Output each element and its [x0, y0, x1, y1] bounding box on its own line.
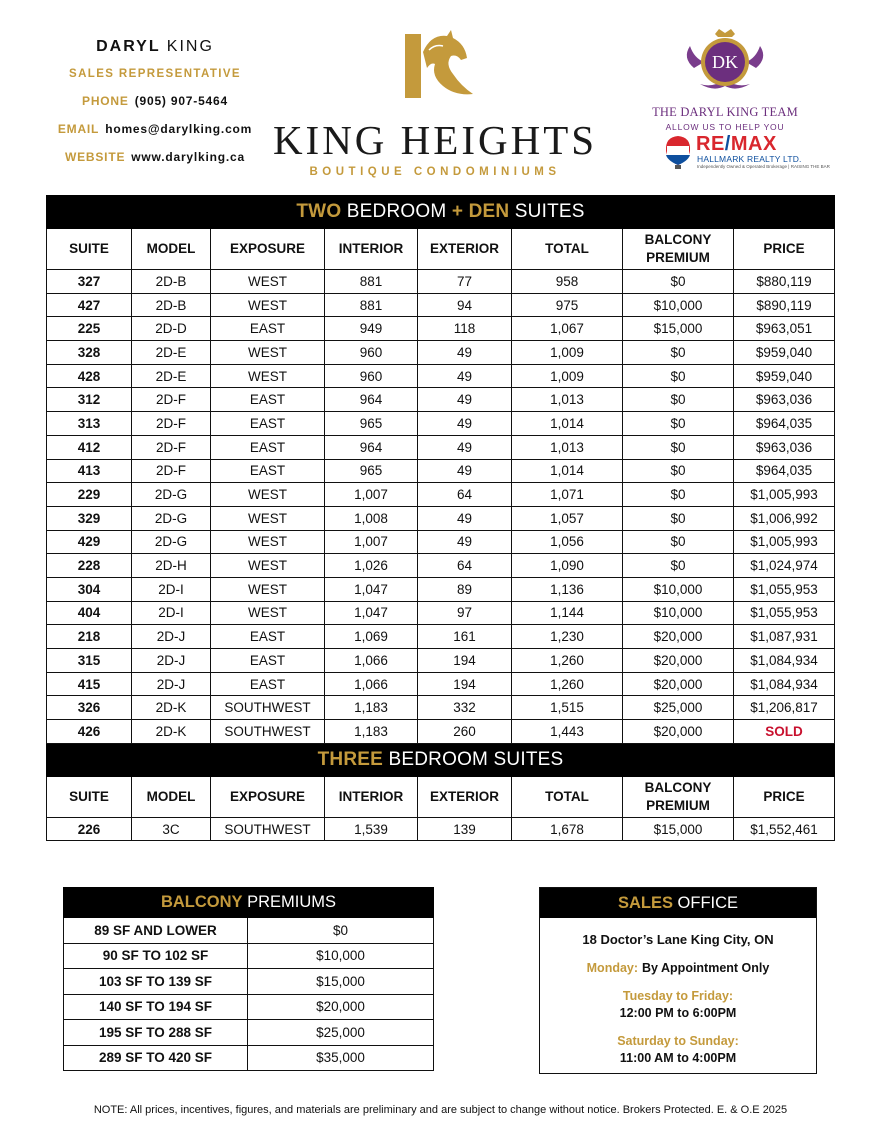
- column-header: PRICE: [734, 776, 835, 817]
- balcony-premiums-table: [63, 887, 434, 1071]
- table-cell: $0: [623, 341, 734, 365]
- price-cell: $964,035: [734, 459, 835, 483]
- premium-range-cell: 89 SF AND LOWER: [64, 918, 248, 944]
- premium-amount-cell: $0: [248, 918, 434, 944]
- table-cell: 1,260: [512, 672, 623, 696]
- agent-info: [40, 38, 270, 164]
- suite-cell: 415: [47, 672, 132, 696]
- table-cell: 1,539: [325, 817, 418, 841]
- two-bedroom-den-banner: TWO BEDROOM + DEN SUITES: [47, 196, 835, 229]
- table-cell: $0: [623, 270, 734, 294]
- column-header: MODEL: [132, 776, 211, 817]
- table-row: [47, 696, 835, 720]
- table-cell: WEST: [211, 577, 325, 601]
- table-cell: 1,056: [512, 530, 623, 554]
- table-row: [47, 577, 835, 601]
- crest-icon: [680, 28, 770, 96]
- table-cell: WEST: [211, 483, 325, 507]
- table-cell: $0: [623, 412, 734, 436]
- table-cell: 1,047: [325, 601, 418, 625]
- table-cell: 332: [418, 696, 512, 720]
- table-cell: 2D-J: [132, 625, 211, 649]
- premium-amount-cell: $25,000: [248, 1020, 434, 1046]
- price-cell: $1,552,461: [734, 817, 835, 841]
- table-cell: 1,136: [512, 577, 623, 601]
- suite-cell: 429: [47, 530, 132, 554]
- king-heights-logo: [270, 30, 600, 178]
- suite-cell: 228: [47, 554, 132, 578]
- suite-cell: 304: [47, 577, 132, 601]
- suite-cell: 218: [47, 625, 132, 649]
- table-cell: 2D-E: [132, 364, 211, 388]
- table-row: [47, 364, 835, 388]
- brand-subtitle: BOUTIQUE CONDOMINIUMS: [309, 166, 561, 178]
- table-cell: 161: [418, 625, 512, 649]
- table-cell: SOUTHWEST: [211, 720, 325, 744]
- premium-row: [64, 994, 434, 1020]
- suite-cell: 328: [47, 341, 132, 365]
- table-cell: $25,000: [623, 696, 734, 720]
- table-cell: 139: [418, 817, 512, 841]
- table-cell: 2D-F: [132, 412, 211, 436]
- table-cell: 1,057: [512, 506, 623, 530]
- table-row: [47, 435, 835, 459]
- price-cell: $1,055,953: [734, 601, 835, 625]
- column-header: TOTAL: [512, 776, 623, 817]
- office-monday-hours: Monday: By Appointment Only: [586, 961, 770, 975]
- horse-head-icon: [395, 30, 475, 102]
- table-cell: 1,183: [325, 696, 418, 720]
- table-row: [47, 506, 835, 530]
- table-row: [47, 341, 835, 365]
- table-cell: $20,000: [623, 625, 734, 649]
- table-cell: EAST: [211, 625, 325, 649]
- price-cell: $1,055,953: [734, 577, 835, 601]
- table-cell: 1,066: [325, 649, 418, 673]
- table-cell: 1,230: [512, 625, 623, 649]
- table-cell: $20,000: [623, 649, 734, 673]
- column-header: MODEL: [132, 229, 211, 270]
- table-cell: $0: [623, 554, 734, 578]
- table-cell: 964: [325, 388, 418, 412]
- table-cell: 2D-B: [132, 270, 211, 294]
- table-cell: 118: [418, 317, 512, 341]
- price-cell: $1,005,993: [734, 530, 835, 554]
- table-cell: 1,013: [512, 388, 623, 412]
- office-weekday-label: Tuesday to Friday:: [622, 989, 734, 1003]
- table-cell: 1,144: [512, 601, 623, 625]
- suite-cell: 327: [47, 270, 132, 294]
- team-monogram: DK: [712, 52, 738, 72]
- table-cell: 2D-K: [132, 696, 211, 720]
- premium-row: [64, 943, 434, 969]
- table-cell: 960: [325, 341, 418, 365]
- table-cell: $0: [623, 530, 734, 554]
- two-bedroom-header-row: [47, 229, 835, 270]
- table-cell: 881: [325, 293, 418, 317]
- price-cell: $959,040: [734, 364, 835, 388]
- table-cell: 965: [325, 459, 418, 483]
- table-cell: 1,067: [512, 317, 623, 341]
- office-address: 18 Doctor’s Lane King City, ON: [582, 932, 774, 947]
- table-cell: WEST: [211, 601, 325, 625]
- table-cell: $10,000: [623, 577, 734, 601]
- balloon-icon: [664, 135, 692, 169]
- agent-website[interactable]: WEBSITE www.darylking.ca: [64, 150, 245, 164]
- suite-cell: 313: [47, 412, 132, 436]
- suite-cell: 315: [47, 649, 132, 673]
- premium-amount-cell: $35,000: [248, 1045, 434, 1071]
- price-cell: $963,036: [734, 388, 835, 412]
- column-header: EXPOSURE: [211, 229, 325, 270]
- team-name: THE DARYL KING TEAM: [652, 105, 798, 119]
- sales-office-banner: SALES OFFICE: [540, 888, 816, 918]
- table-cell: 89: [418, 577, 512, 601]
- table-row: [47, 459, 835, 483]
- table-cell: 1,007: [325, 530, 418, 554]
- premium-amount-cell: $15,000: [248, 969, 434, 995]
- agent-phone: PHONE (905) 907-5464: [82, 94, 228, 108]
- table-cell: SOUTHWEST: [211, 817, 325, 841]
- suite-cell: 427: [47, 293, 132, 317]
- table-cell: 1,066: [325, 672, 418, 696]
- table-cell: 960: [325, 364, 418, 388]
- price-cell: $1,024,974: [734, 554, 835, 578]
- table-cell: 1,047: [325, 577, 418, 601]
- table-cell: 1,009: [512, 364, 623, 388]
- column-header: SUITE: [47, 776, 132, 817]
- table-cell: $20,000: [623, 720, 734, 744]
- table-cell: $0: [623, 459, 734, 483]
- table-cell: 2D-B: [132, 293, 211, 317]
- agent-email[interactable]: EMAIL homes@darylking.com: [57, 122, 253, 136]
- premium-range-cell: 90 SF TO 102 SF: [64, 943, 248, 969]
- table-cell: 1,008: [325, 506, 418, 530]
- column-header: SUITE: [47, 229, 132, 270]
- column-header: INTERIOR: [325, 776, 418, 817]
- table-cell: EAST: [211, 317, 325, 341]
- table-cell: WEST: [211, 506, 325, 530]
- suite-cell: 428: [47, 364, 132, 388]
- suite-cell: 326: [47, 696, 132, 720]
- table-cell: 49: [418, 341, 512, 365]
- table-row: [47, 817, 835, 841]
- table-cell: $15,000: [623, 817, 734, 841]
- premium-row: [64, 1020, 434, 1046]
- table-cell: 49: [418, 506, 512, 530]
- table-cell: 881: [325, 270, 418, 294]
- table-cell: 2D-G: [132, 483, 211, 507]
- table-cell: 975: [512, 293, 623, 317]
- table-cell: WEST: [211, 364, 325, 388]
- column-header: EXTERIOR: [418, 229, 512, 270]
- table-cell: 1,678: [512, 817, 623, 841]
- suite-cell: 226: [47, 817, 132, 841]
- price-cell: $1,084,934: [734, 672, 835, 696]
- price-cell: $963,051: [734, 317, 835, 341]
- price-cell: $890,119: [734, 293, 835, 317]
- table-cell: 949: [325, 317, 418, 341]
- table-row: [47, 317, 835, 341]
- price-cell: $1,006,992: [734, 506, 835, 530]
- brokerage-name: HALLMARK REALTY LTD.: [697, 154, 802, 164]
- table-cell: WEST: [211, 341, 325, 365]
- price-cell: $964,035: [734, 412, 835, 436]
- suite-cell: 312: [47, 388, 132, 412]
- table-cell: 1,014: [512, 412, 623, 436]
- table-cell: 958: [512, 270, 623, 294]
- table-row: [47, 388, 835, 412]
- column-header: PRICE: [734, 229, 835, 270]
- remax-logo: [664, 133, 830, 173]
- table-cell: WEST: [211, 530, 325, 554]
- table-row: [47, 293, 835, 317]
- table-row: [47, 483, 835, 507]
- table-row: [47, 625, 835, 649]
- column-header: BALCONY PREMIUM: [623, 229, 734, 270]
- premium-row: [64, 918, 434, 944]
- table-cell: 2D-E: [132, 341, 211, 365]
- table-cell: 2D-D: [132, 317, 211, 341]
- table-cell: 2D-K: [132, 720, 211, 744]
- price-cell: $1,206,817: [734, 696, 835, 720]
- price-cell: SOLD: [734, 720, 835, 744]
- three-bedroom-header-row: [47, 776, 835, 817]
- premium-amount-cell: $20,000: [248, 994, 434, 1020]
- table-cell: 260: [418, 720, 512, 744]
- price-cell: $880,119: [734, 270, 835, 294]
- office-weekday-hours: 12:00 PM to 6:00PM: [619, 1006, 737, 1020]
- premium-range-cell: 195 SF TO 288 SF: [64, 1020, 248, 1046]
- table-cell: 1,014: [512, 459, 623, 483]
- table-cell: $20,000: [623, 672, 734, 696]
- table-cell: WEST: [211, 270, 325, 294]
- three-bedroom-banner: THREE BEDROOM SUITES: [47, 743, 835, 776]
- table-cell: 1,007: [325, 483, 418, 507]
- balcony-premiums-banner: BALCONY PREMIUMS: [64, 888, 434, 918]
- suite-cell: 426: [47, 720, 132, 744]
- table-cell: 94: [418, 293, 512, 317]
- sales-office-box: [539, 887, 817, 1074]
- agent-name: DARYL KING: [96, 38, 214, 55]
- table-row: [47, 554, 835, 578]
- table-cell: 49: [418, 530, 512, 554]
- table-cell: 965: [325, 412, 418, 436]
- table-cell: 64: [418, 554, 512, 578]
- table-cell: EAST: [211, 388, 325, 412]
- table-cell: 964: [325, 435, 418, 459]
- table-row: [47, 270, 835, 294]
- table-cell: 1,515: [512, 696, 623, 720]
- suite-cell: 412: [47, 435, 132, 459]
- agent-role: SALES REPRESENTATIVE: [69, 68, 241, 80]
- table-cell: 2D-F: [132, 459, 211, 483]
- table-cell: 2D-J: [132, 672, 211, 696]
- office-weekend-label: Saturday to Sunday:: [617, 1034, 739, 1048]
- table-cell: $0: [623, 388, 734, 412]
- table-cell: EAST: [211, 435, 325, 459]
- table-cell: 1,069: [325, 625, 418, 649]
- table-cell: $10,000: [623, 601, 734, 625]
- table-cell: EAST: [211, 412, 325, 436]
- table-cell: 3C: [132, 817, 211, 841]
- table-cell: $0: [623, 364, 734, 388]
- table-cell: 2D-J: [132, 649, 211, 673]
- table-cell: EAST: [211, 649, 325, 673]
- table-cell: 194: [418, 649, 512, 673]
- brokerage-fine-print: Independently Owned & Operated Brokerage | RAISING THE BAR: [697, 164, 830, 169]
- table-cell: 1,443: [512, 720, 623, 744]
- price-cell: $963,036: [734, 435, 835, 459]
- table-cell: 1,260: [512, 649, 623, 673]
- column-header: INTERIOR: [325, 229, 418, 270]
- suite-cell: 404: [47, 601, 132, 625]
- table-cell: 49: [418, 364, 512, 388]
- table-cell: 1,071: [512, 483, 623, 507]
- premium-range-cell: 289 SF TO 420 SF: [64, 1045, 248, 1071]
- table-row: [47, 530, 835, 554]
- column-header: BALCONY PREMIUM: [623, 776, 734, 817]
- team-tagline: ALLOW US TO HELP YOU: [665, 122, 785, 132]
- table-cell: SOUTHWEST: [211, 696, 325, 720]
- table-cell: $0: [623, 435, 734, 459]
- table-cell: 1,013: [512, 435, 623, 459]
- table-cell: EAST: [211, 672, 325, 696]
- table-cell: 1,090: [512, 554, 623, 578]
- brokerage-word: RE/MAX: [696, 133, 777, 155]
- table-cell: WEST: [211, 554, 325, 578]
- table-cell: $0: [623, 506, 734, 530]
- table-cell: 1,183: [325, 720, 418, 744]
- table-cell: 2D-I: [132, 601, 211, 625]
- table-cell: WEST: [211, 293, 325, 317]
- premium-amount-cell: $10,000: [248, 943, 434, 969]
- table-cell: 77: [418, 270, 512, 294]
- table-cell: 2D-F: [132, 388, 211, 412]
- suite-cell: 329: [47, 506, 132, 530]
- table-cell: 64: [418, 483, 512, 507]
- team-logo: [640, 28, 810, 132]
- price-cell: $959,040: [734, 341, 835, 365]
- table-cell: 49: [418, 435, 512, 459]
- table-cell: 49: [418, 412, 512, 436]
- office-weekend-hours: 11:00 AM to 4:00PM: [619, 1051, 737, 1065]
- table-cell: $0: [623, 483, 734, 507]
- suites-table: [46, 195, 835, 841]
- table-row: [47, 672, 835, 696]
- price-cell: $1,005,993: [734, 483, 835, 507]
- table-cell: 2D-G: [132, 530, 211, 554]
- price-cell: $1,087,931: [734, 625, 835, 649]
- price-cell: $1,084,934: [734, 649, 835, 673]
- column-header: TOTAL: [512, 229, 623, 270]
- table-row: [47, 720, 835, 744]
- table-cell: EAST: [211, 459, 325, 483]
- table-cell: 194: [418, 672, 512, 696]
- premium-row: [64, 969, 434, 995]
- suite-cell: 229: [47, 483, 132, 507]
- footer-note: NOTE: All prices, incentives, figures, and materials are preliminary and are subject to change without notice. Brokers Protected. E. & O.E 2025: [93, 1104, 788, 1116]
- table-cell: 97: [418, 601, 512, 625]
- column-header: EXTERIOR: [418, 776, 512, 817]
- table-row: [47, 601, 835, 625]
- table-cell: 1,009: [512, 341, 623, 365]
- table-cell: 2D-H: [132, 554, 211, 578]
- brand-title: KING HEIGHTS: [272, 117, 598, 163]
- suite-cell: 225: [47, 317, 132, 341]
- table-cell: $10,000: [623, 293, 734, 317]
- column-header: EXPOSURE: [211, 776, 325, 817]
- table-row: [47, 649, 835, 673]
- table-cell: $15,000: [623, 317, 734, 341]
- table-cell: 2D-I: [132, 577, 211, 601]
- table-cell: 2D-G: [132, 506, 211, 530]
- table-cell: 1,026: [325, 554, 418, 578]
- table-cell: 2D-F: [132, 435, 211, 459]
- table-cell: 49: [418, 459, 512, 483]
- table-cell: 49: [418, 388, 512, 412]
- premium-range-cell: 140 SF TO 194 SF: [64, 994, 248, 1020]
- premium-row: [64, 1045, 434, 1071]
- suite-cell: 413: [47, 459, 132, 483]
- premium-range-cell: 103 SF TO 139 SF: [64, 969, 248, 995]
- table-row: [47, 412, 835, 436]
